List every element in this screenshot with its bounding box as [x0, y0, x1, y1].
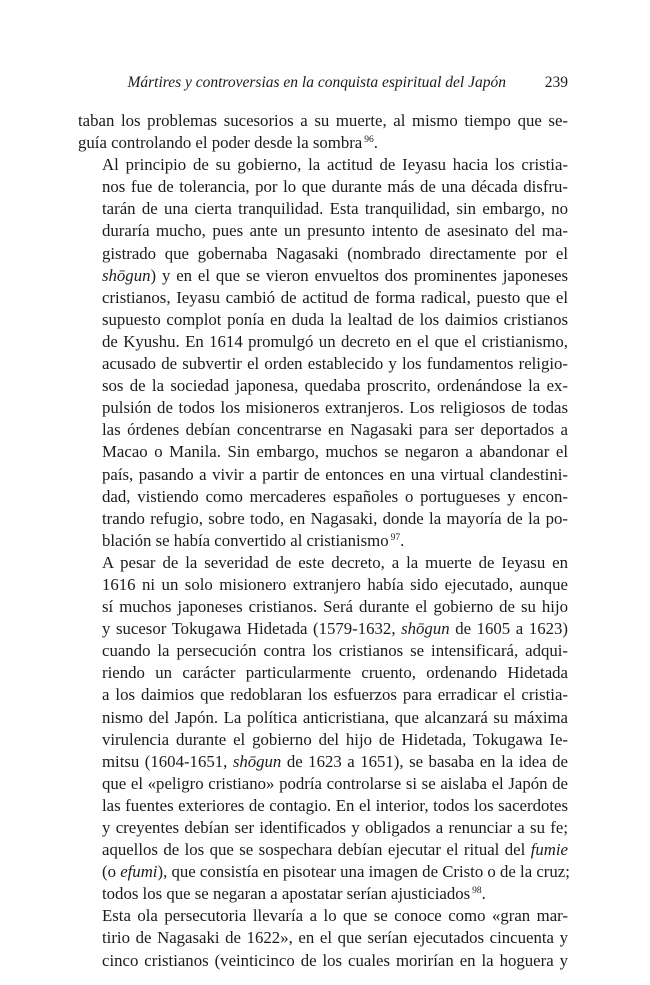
- page-number: 239: [544, 74, 568, 91]
- text-line: cuando la persecución contra los cristianos se intensificará, adqui-: [102, 641, 568, 661]
- paragraph-3: [78, 552, 568, 906]
- text-line: y creyentes debían ser identificados y obligados a renunciar a su fe;: [102, 818, 568, 837]
- italic-term: shōgun: [102, 265, 151, 285]
- footnote-ref: 96: [364, 135, 374, 146]
- text-line-content: guía controlando el poder desde la sombra: [78, 133, 363, 153]
- text-line-content: ) y en el que se vieron envueltos dos prominentes japoneses: [150, 265, 568, 285]
- paragraph-2: [78, 154, 568, 552]
- text-line: cinco cristianos (veinticinco de los cuales morirían en la hoguera y: [102, 950, 568, 970]
- italic-term: efumi: [120, 862, 158, 882]
- text-line: tarán de una cierta tranquilidad. Esta tranquilidad, sin embargo, no: [102, 199, 568, 219]
- text-line: país, pasando a vivir a partir de entonces en una virtual clandestini-: [102, 464, 568, 484]
- text-line: virulencia durante el gobierno del hijo de Hidetada, Tokugawa Ie-: [102, 729, 568, 749]
- text-line: [78, 883, 568, 905]
- running-head: [78, 74, 568, 96]
- text-line: nos fue de tolerancia, por lo que durante más de una década disfru-: [102, 177, 568, 197]
- text-line: trando refugio, sobre todo, en Nagasaki, donde la mayoría de la po-: [102, 508, 568, 528]
- text-line: gistrado que gobernaba Nagasaki (nombrado directamente por el: [102, 243, 568, 263]
- text-line: que el «peligro cristiano» podría controlarse si se aislaba el Japón de: [102, 773, 568, 793]
- italic-term: shōgun: [232, 751, 282, 771]
- text-line: Macao o Manila. Sin embargo, muchos se negaron a abandonar el: [102, 442, 568, 462]
- text-line-content: (o: [102, 862, 121, 882]
- text-line: taban los problemas sucesorios a su muerte, al mismo tiempo que se-: [78, 111, 568, 130]
- text-line-content: aquellos de los que se sospechara debían ejecutar el ritual del: [102, 840, 531, 860]
- text-line: A pesar de la severidad de este decreto, a la muerte de Ieyasu en: [102, 552, 568, 572]
- sentence-end: .: [481, 884, 486, 904]
- body-text: [78, 110, 568, 972]
- text-line: las órdenes debían concentrarse en Nagasaki para ser deportados a: [102, 420, 568, 440]
- text-line: [78, 265, 568, 287]
- text-line: supuesto complot ponía en duda la lealtad de los daimios cristianos: [102, 309, 568, 329]
- text-line: riendo un carácter particularmente cruento, ordenando Hidetada: [102, 663, 568, 683]
- text-line-content: y sucesor Tokugawa Hidetada (1579-1632,: [102, 619, 402, 639]
- text-line-content: todos los que se negaran a apostatar serían ajusticiados: [102, 884, 471, 904]
- text-line-content: ), que consistía en pisotear una imagen de Cristo o de la cruz;: [157, 862, 570, 882]
- text-line: [78, 861, 568, 883]
- text-line: pulsión de todos los misioneros extranjeros. Los religiosos de todas: [102, 398, 568, 418]
- text-line: acusado de subvertir el orden establecido y los fundamentos religio-: [102, 354, 568, 374]
- text-line: duraría mucho, pues ante un presunto intento de asesinato del ma-: [102, 221, 568, 241]
- text-line: [78, 618, 568, 640]
- text-line-content: mitsu (1604-1651,: [102, 751, 233, 771]
- text-line: Esta ola persecutoria llevaría a lo que se conoce como «gran mar-: [102, 906, 568, 926]
- text-line-content: de 1605 a 1623): [449, 619, 568, 639]
- text-line: [78, 839, 568, 861]
- text-line: de Kyushu. En 1614 promulgó un decreto en el que el cristianismo,: [102, 331, 568, 351]
- footnote-ref: 97: [390, 532, 401, 543]
- text-line: a los daimios que redoblaran los esfuerzos para erradicar el cristia-: [102, 685, 568, 705]
- text-line: [78, 132, 568, 154]
- text-line: nismo del Japón. La política anticristiana, que alcanzará su máxima: [102, 707, 568, 727]
- italic-term: shōgun: [401, 619, 450, 639]
- text-line-content: de 1623 a 1651), se basaba en la idea de: [281, 751, 568, 771]
- text-line: cristianos, Ieyasu cambió de actitud de forma radical, puesto que el: [102, 287, 568, 307]
- text-line: las fuentes exteriores de contagio. En el interior, todos los sacerdotes: [102, 795, 568, 815]
- paragraph-4: [78, 905, 568, 971]
- sentence-end: .: [373, 133, 378, 153]
- text-line-content: blación se había convertido al cristianismo: [102, 530, 389, 550]
- text-line: tirio de Nagasaki de 1622», en el que serían ejecutados cincuenta y: [102, 928, 568, 948]
- paragraph-1: [78, 110, 568, 154]
- sentence-end: .: [400, 530, 405, 550]
- italic-term: fumie: [530, 840, 568, 860]
- text-line: [78, 530, 568, 552]
- text-line: sos de la sociedad japonesa, quedaba proscrito, ordenándose la ex-: [102, 376, 568, 396]
- text-line: dad, vistiendo como mercaderes españoles o portugueses y encon-: [102, 486, 568, 506]
- text-line: sí muchos japoneses cristianos. Será durante el gobierno de su hijo: [102, 597, 568, 617]
- footnote-ref: 98: [472, 886, 482, 897]
- text-line: [78, 751, 568, 773]
- running-title: Mártires y controversias en la conquista espiritual del Japón: [127, 74, 506, 91]
- text-line: Al principio de su gobierno, la actitud de Ieyasu hacia los cristia-: [102, 155, 568, 175]
- text-line: 1616 ni un solo misionero extranjero había sido ejecutado, aunque: [102, 574, 568, 594]
